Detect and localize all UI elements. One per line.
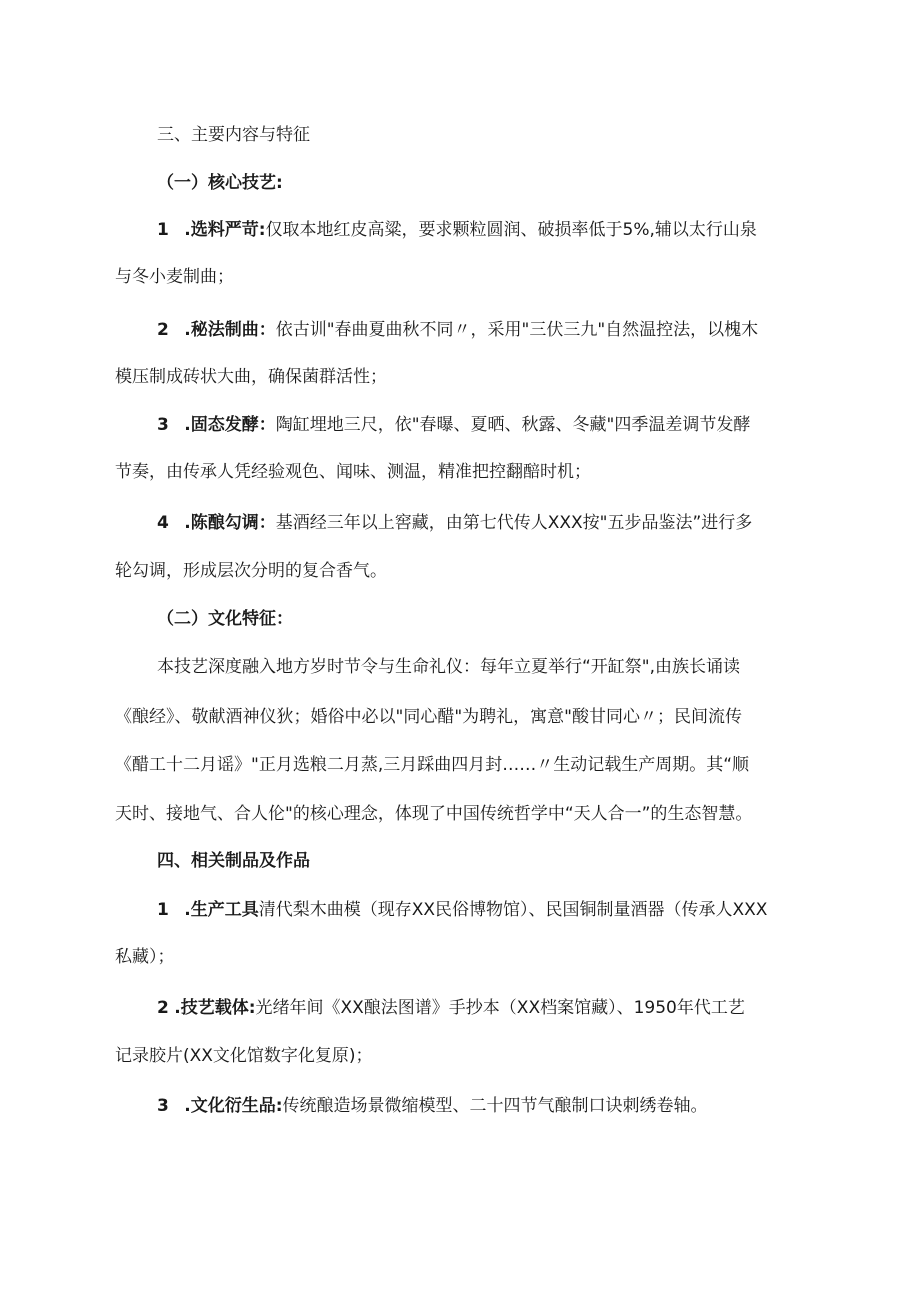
works-item-2-cont: 记录胶片(XX文化馆数字化复原)； bbox=[115, 1046, 373, 1066]
core-item-4 bbox=[157, 510, 857, 536]
item-number: 1 bbox=[157, 220, 169, 240]
item-label: .陈酿勾调： bbox=[184, 513, 276, 533]
item-label: .生产工具 bbox=[184, 900, 259, 920]
works-item-1-cont: 私藏）； bbox=[115, 947, 175, 967]
section4-heading: 四、相关制品及作品 bbox=[157, 851, 310, 871]
culture-para-line-1: 本技艺深度融入地方岁时节令与生命礼仪：每年立夏举行“开缸祭",由族长诵读 bbox=[157, 657, 741, 677]
works-item-1 bbox=[157, 897, 857, 923]
item-number: 3 bbox=[157, 1096, 169, 1116]
item-text: 陶缸埋地三尺，依"春曝、夏晒、秋露、冬藏"四季温差调节发酵 bbox=[275, 415, 751, 435]
culture-para-line-2: 《酿经》、敬献酒神仪狄；婚俗中必以"同心醋"为聘礼，寓意"酸甘同心〃；民间流传 bbox=[115, 707, 742, 727]
item-label: .固态发酵： bbox=[184, 415, 276, 435]
core-item-2 bbox=[157, 317, 857, 343]
works-item-3 bbox=[157, 1093, 857, 1119]
item-label: .技艺载体: bbox=[174, 998, 256, 1018]
item-text: 依古训"春曲夏曲秋不同〃，采用"三伏三九"自然温控法，以槐木 bbox=[275, 320, 759, 340]
item-number: 2 bbox=[157, 998, 169, 1018]
culture-para-line-4: 天时、接地气、合人伦"的核心理念，体现了中国传统哲学中“天人合一”的生态智慧。 bbox=[115, 804, 753, 824]
item-text: 仅取本地红皮高粱，要求颗粒圆润、破损率低于5%,辅以太行山泉 bbox=[265, 220, 757, 240]
works-item-2 bbox=[157, 995, 857, 1021]
core-item-1-cont: 与冬小麦制曲； bbox=[115, 267, 234, 287]
item-text: 光绪年间《XX酿法图谱》手抄本（XX档案馆藏）、1950年代工艺 bbox=[255, 998, 745, 1018]
item-number: 1 bbox=[157, 900, 169, 920]
item-number: 3 bbox=[157, 415, 169, 435]
culture-para-line-3: 《醋工十二月谣》"正月选粮二月蒸,三月踩曲四月封……〃生动记载生产周期。其“顺 bbox=[115, 755, 750, 775]
item-text: 传统酿造场景微缩模型、二十四节气酿制口诀刺绣卷轴。 bbox=[282, 1096, 708, 1116]
core-skills-subheading: （一）核心技艺: bbox=[157, 173, 283, 193]
item-label: .文化衍生品: bbox=[184, 1096, 283, 1116]
core-item-1 bbox=[157, 217, 857, 243]
item-label: .秘法制曲： bbox=[184, 320, 276, 340]
item-text: 清代梨木曲模（现存XX民俗博物馆）、民国铜制量酒器（传承人XXX bbox=[258, 900, 768, 920]
section3-heading: 三、主要内容与特征 bbox=[157, 125, 310, 145]
core-item-2-cont: 模压制成砖状大曲，确保菌群活性； bbox=[115, 367, 387, 387]
core-item-3 bbox=[157, 412, 857, 438]
item-number: 2 bbox=[157, 320, 169, 340]
core-item-4-cont: 轮勾调，形成层次分明的复合香气。 bbox=[115, 561, 387, 581]
item-number: 4 bbox=[157, 513, 169, 533]
culture-subheading: （二）文化特征： bbox=[157, 609, 293, 629]
item-label: .选料严苛: bbox=[184, 220, 266, 240]
item-text: 基酒经三年以上窖藏，由第七代传人XXX按"五步品鉴法”进行多 bbox=[275, 513, 753, 533]
core-item-3-cont: 节奏，由传承人凭经验观色、闻味、测温，精准把控翻醅时机； bbox=[115, 462, 591, 482]
